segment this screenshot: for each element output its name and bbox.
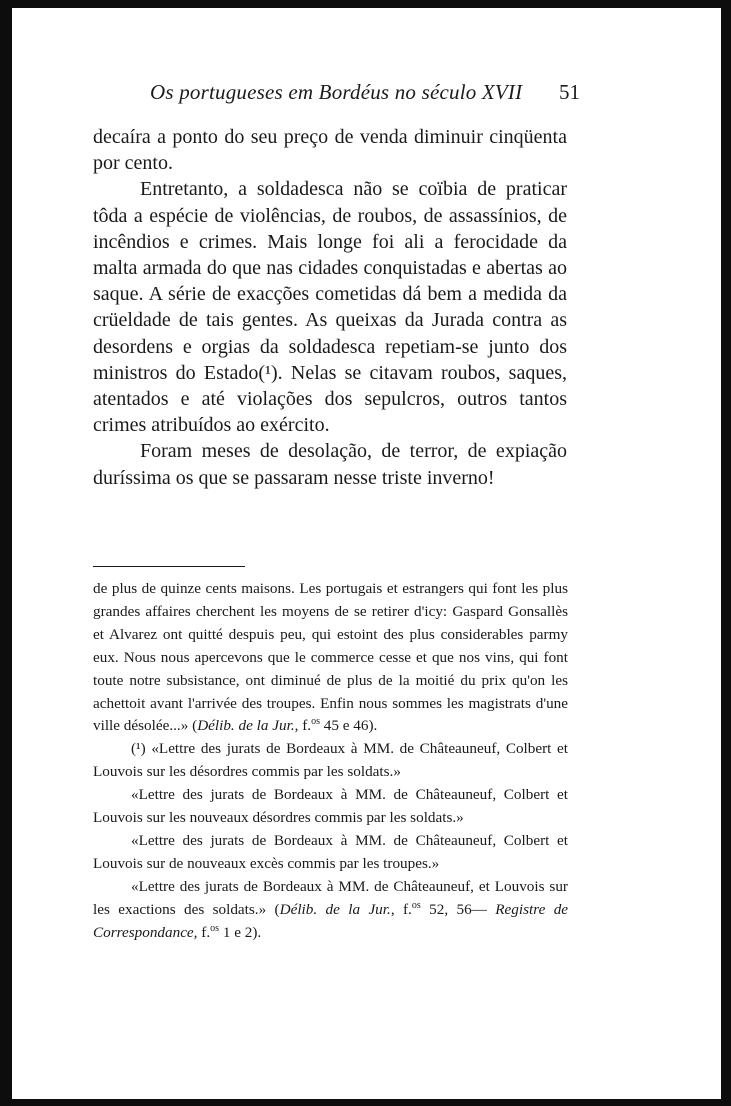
citation-title: Délib. de la Jur. (197, 717, 295, 735)
register-pages: 1 e 2). (219, 923, 262, 941)
citation-pages: 45 e 46). (319, 717, 378, 735)
running-title: Os portugueses em Bordéus no século XVII (150, 80, 523, 104)
footnote-1-letter-3: «Lettre des jurats de Bordeaux à MM. de Châteauneuf, Colbert et Louvois sur de nouveaux excès commis par les troupes.» (93, 831, 568, 872)
letter-4-text: «Lettre des jurats de Bordeaux à MM. de Châteauneuf, et Louvois sur les exactions des soldats.» ( (93, 877, 568, 918)
footnote-continuation (93, 578, 568, 738)
paragraph-1: decaíra a ponto do seu preço de venda diminuir cinqüenta por cento. (93, 126, 567, 175)
letter-4-citation-folio-sup: os (411, 899, 421, 911)
scan-border-top (0, 0, 731, 8)
paragraph-2 (93, 176, 567, 438)
footnotes (93, 578, 568, 945)
citation-folio: , f. (294, 717, 312, 735)
paragraph-2-text-b: . Nelas se citavam roubos, saques, atentados e até violações dos sepulcros, outros tantos crimes atribuídos ao exército. (93, 361, 568, 437)
main-text (93, 124, 567, 491)
paragraph-3: Foram meses de desolação, de terror, de expiação duríssima os que se passaram nesse triste inverno! (93, 440, 567, 489)
footnote-separator (93, 566, 245, 567)
footnote-1-letter-2: «Lettre des jurats de Bordeaux à MM. de Châteauneuf, Colbert et Louvois sur les nouveaux désordres commis par les soldats.» (93, 786, 568, 827)
register-folio-sup: os (210, 922, 220, 934)
citation-folio-sup: os (311, 716, 320, 728)
scan-border-bottom (0, 1099, 731, 1106)
scan-border-left (0, 0, 12, 1106)
footnote-continuation-text: de plus de quinze cents maisons. Les portugais et estrangers qui font les plus grandes affaires cherchent les moyens de se retirer d'icy: Gaspard Gonsallès et Alvarez ont quitté despuis peu, qui estoint des plus considerables parmy eux. Nous nous apercevons que le commerce cesse et que nos vins, qui font toute notre subsistance, ont diminué de plus de la moitié du prix qu'on les achettoit avant l'arrivée des troupes. Enfin nous sommes les magistrats d'une ville désolée...» (93, 580, 568, 735)
register-title: Registre de Correspondance, (93, 900, 569, 941)
letter-4-citation-folio: , f. (390, 900, 412, 918)
paragraph-2-text-a: Entretanto, a soldadesca não se coïbia de praticar tôda a espécie de violências, de roubos, de assassínios, de incêndios e crimes. Mais longe foi ali a ferocidade da malta armada do que nas cidades conquistadas e abertas ao saque. A série de exacções cometidas dá bem a medida da crüeldade de tais gentes. As queixas da Jurada contra as desordens e orgias da soldadesca repetiam-se junto dos ministros do Estado (93, 178, 567, 384)
footnote-reference: (¹) (258, 361, 278, 384)
page-number: 51 (559, 80, 580, 104)
footnote-1: (¹) «Lettre des jurats de Bordeaux à MM. de Châteauneuf, Colbert et Louvois sur les désordres commis par les soldats.» (93, 740, 568, 781)
letter-4-citation-pages: 52, 56— (420, 900, 487, 918)
footnote-1-letter-4 (93, 876, 568, 945)
citation-open: ( (192, 717, 198, 735)
page-header (150, 80, 580, 110)
scan-border-right (721, 0, 731, 1106)
register-folio: f. (197, 923, 211, 941)
letter-4-citation-title: Délib. de la Jur. (279, 900, 391, 918)
